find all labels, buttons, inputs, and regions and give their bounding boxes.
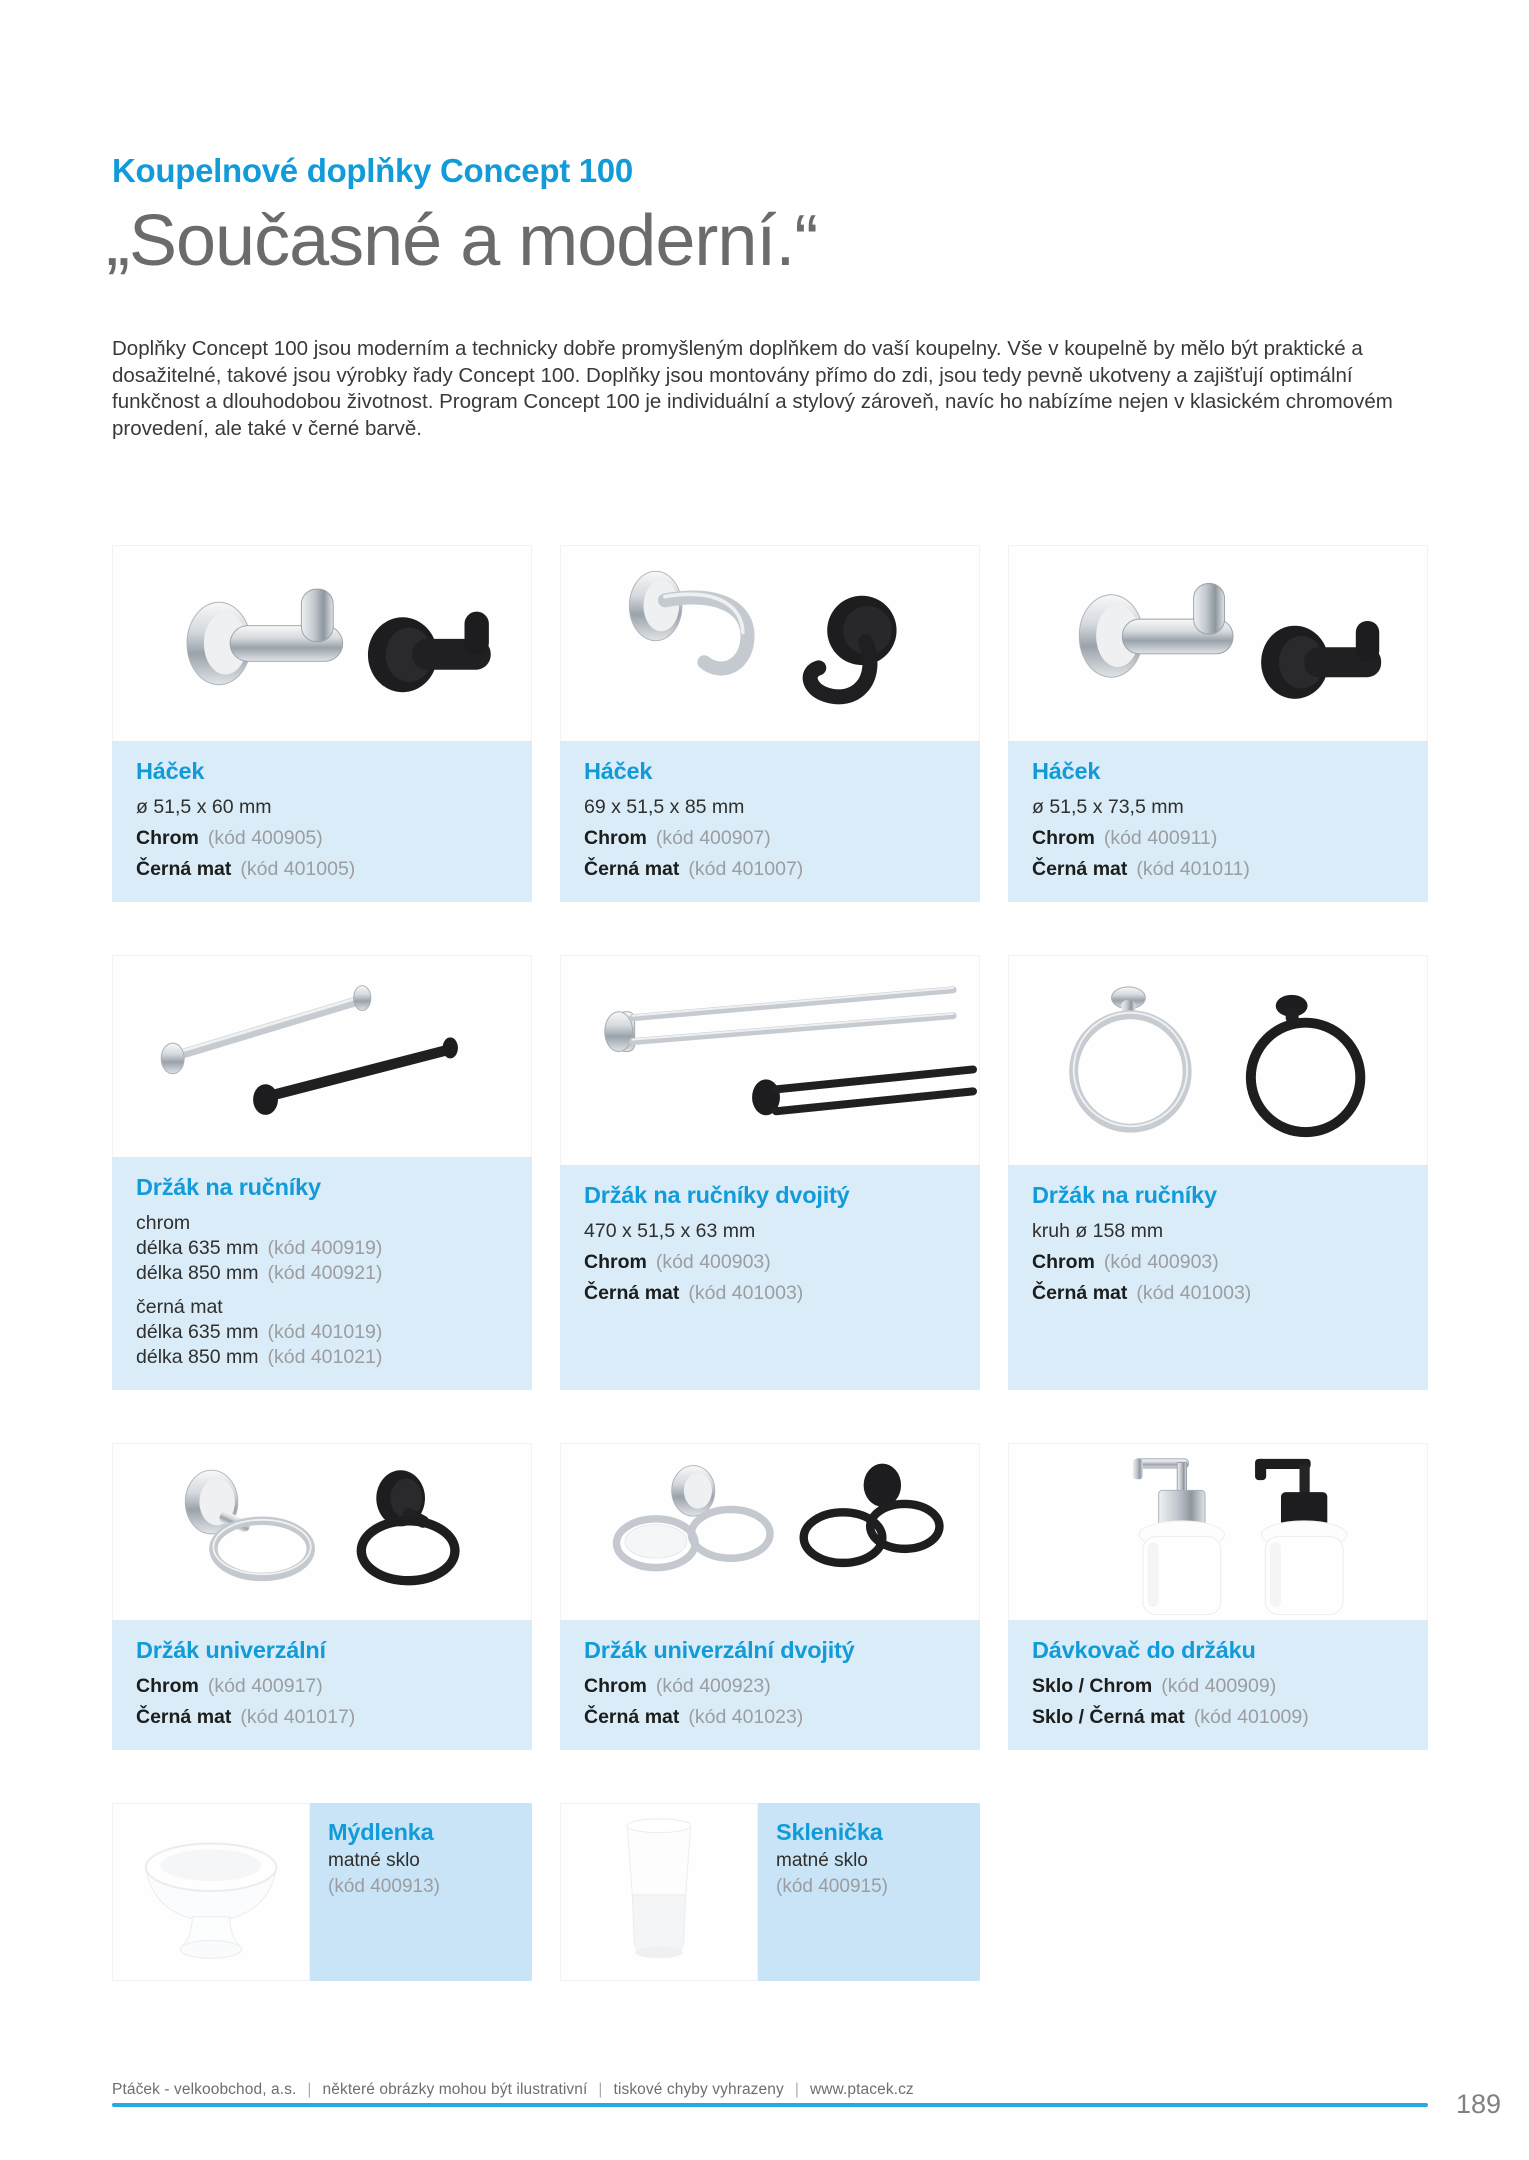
page-number: 189 <box>1455 2089 1501 2119</box>
uni-holder-double-image <box>560 1443 980 1620</box>
product-spec-line <box>584 859 956 880</box>
product-spec-line <box>136 1347 508 1368</box>
chrome-towel-bar <box>161 986 371 1074</box>
product-spec-line <box>1032 1221 1404 1242</box>
spec-text: délka 850 mm <box>136 1262 259 1284</box>
product-code: (kód 401019) <box>267 1321 383 1343</box>
footer-note-errors: tiskové chyby vyhrazeny <box>613 2081 784 2098</box>
product-info <box>1008 741 1428 902</box>
spec-text: délka 635 mm <box>136 1321 259 1343</box>
product-code: (kód 400907) <box>655 827 771 849</box>
product-code: (kód 400915) <box>776 1876 888 1897</box>
spec-variant-label: Chrom <box>136 1675 199 1697</box>
spec-variant-label: Černá mat <box>136 1706 232 1728</box>
product-spec-line <box>136 1238 508 1259</box>
product-spec-line <box>136 1213 508 1234</box>
footer-company: Ptáček - velkoobchod, a.s. <box>112 2081 297 2098</box>
product-code: (kód 401023) <box>688 1706 804 1728</box>
hooks-straight-image <box>112 545 532 741</box>
black-towel-bar <box>253 1037 458 1115</box>
product-card <box>560 1803 980 1981</box>
product-code: (kód 401009) <box>1193 1706 1309 1728</box>
product-title: Držák univerzální dvojitý <box>584 1637 855 1663</box>
product-code: (kód 400921) <box>267 1262 383 1284</box>
product-spec-line <box>1032 828 1404 849</box>
spec-text: délka 850 mm <box>136 1346 259 1368</box>
product-spec-line <box>136 1322 508 1343</box>
spec-variant-label: Černá mat <box>1032 1282 1128 1304</box>
spec-text: chrom <box>136 1212 191 1234</box>
soap-dish-image <box>112 1803 310 1981</box>
spec-text: černá mat <box>136 1296 223 1318</box>
black-double-towel-bar <box>752 1069 973 1115</box>
chrome-double-towel-bar <box>605 988 953 1052</box>
towel-bars-image <box>112 955 532 1157</box>
product-card <box>112 1443 532 1750</box>
spec-text: délka 635 mm <box>136 1237 259 1259</box>
product-info <box>112 741 532 902</box>
product-title: Dávkovač do držáku <box>1032 1637 1256 1663</box>
product-spec-line <box>328 1849 522 1873</box>
spec-variant-label: Chrom <box>1032 1251 1095 1273</box>
product-info <box>560 1620 980 1750</box>
spec-variant-label: Sklo / Chrom <box>1032 1675 1153 1697</box>
footer <box>112 2081 914 2099</box>
dispensers-image <box>1008 1443 1428 1620</box>
product-code: (kód 400909) <box>1161 1675 1277 1697</box>
product-card <box>112 545 532 902</box>
product-spec-line <box>584 1676 956 1697</box>
spec-text: ø 51,5 x 60 mm <box>136 796 272 818</box>
spec-variant-label: Černá mat <box>584 1706 680 1728</box>
product-code: (kód 401003) <box>1136 1282 1252 1304</box>
product-spec-line <box>136 1297 508 1318</box>
product-info <box>560 741 980 902</box>
product-spec-line <box>136 1263 508 1284</box>
spec-text: 470 x 51,5 x 63 mm <box>584 1220 756 1242</box>
product-spec-line <box>584 797 956 818</box>
product-spec-line <box>136 859 508 880</box>
towel-bars-double-image <box>560 955 980 1165</box>
product-title: Háček <box>136 758 205 784</box>
black-towel-ring <box>1251 995 1360 1132</box>
product-spec-line <box>1032 1707 1404 1728</box>
product-spec-line <box>776 1875 970 1899</box>
product-spec-line <box>328 1875 522 1899</box>
frosted-soap-dish <box>146 1844 277 1959</box>
product-spec-line <box>1032 1283 1404 1304</box>
chrome-universal-holder <box>185 1470 310 1577</box>
frosted-glass-cup <box>627 1819 690 1958</box>
chrome-hook <box>629 571 747 668</box>
product-spec-line <box>584 1707 956 1728</box>
product-title: Držák na ručníky dvojitý <box>584 1182 850 1208</box>
spec-variant-label: Černá mat <box>584 858 680 880</box>
product-spec-line <box>1032 797 1404 818</box>
spec-variant-label: Černá mat <box>136 858 232 880</box>
product-title: Držák na ručníky <box>1032 1182 1217 1208</box>
product-title: Háček <box>1032 758 1101 784</box>
product-info <box>1008 1165 1428 1390</box>
product-spec-line <box>1032 859 1404 880</box>
glass-cup-image <box>560 1803 758 1981</box>
product-spec-line <box>136 1676 508 1697</box>
spec-text: ø 51,5 x 73,5 mm <box>1032 796 1184 818</box>
chrome-soap-dispenser <box>1133 1459 1225 1615</box>
product-info <box>310 1803 532 1981</box>
black-double-universal-holder <box>804 1464 940 1563</box>
spec-variant-label: Chrom <box>136 827 199 849</box>
product-spec-line <box>1032 1676 1404 1697</box>
product-code: (kód 400911) <box>1103 827 1218 849</box>
spec-text: matné sklo <box>776 1850 868 1871</box>
product-code: (kód 401003) <box>688 1282 804 1304</box>
footer-rule <box>112 2103 1428 2107</box>
page-title: „Současné a moderní.“ <box>106 201 818 281</box>
product-spec-line <box>584 1283 956 1304</box>
product-info <box>758 1803 980 1981</box>
product-code: (kód 400917) <box>207 1675 323 1697</box>
product-info <box>1008 1620 1428 1750</box>
black-soap-dispenser <box>1255 1459 1347 1615</box>
product-spec-line <box>584 828 956 849</box>
footer-separator: | <box>794 2081 799 2098</box>
product-card <box>1008 545 1428 902</box>
product-card <box>1008 955 1428 1390</box>
spec-variant-label: Chrom <box>1032 827 1095 849</box>
page-kicker: Koupelnové doplňky Concept 100 <box>112 152 633 189</box>
product-code: (kód 401017) <box>240 1706 356 1728</box>
spec-variant-label: Černá mat <box>1032 858 1128 880</box>
product-code: (kód 400913) <box>328 1876 440 1897</box>
spec-variant-label: Chrom <box>584 1675 647 1697</box>
product-info <box>112 1157 532 1390</box>
product-spec-line <box>136 828 508 849</box>
product-title: Držák univerzální <box>136 1637 326 1663</box>
product-info <box>560 1165 980 1390</box>
spec-variant-label: Chrom <box>584 1251 647 1273</box>
product-spec-line <box>584 1221 956 1242</box>
black-hook <box>810 596 896 697</box>
product-card <box>560 955 980 1390</box>
product-code: (kód 401011) <box>1136 858 1250 880</box>
product-code: (kód 400923) <box>655 1675 771 1697</box>
product-title: Háček <box>584 758 653 784</box>
footer-website: www.ptacek.cz <box>809 2081 914 2098</box>
product-spec-line <box>1032 1252 1404 1273</box>
product-card <box>112 1803 532 1981</box>
spec-variant-label: Sklo / Černá mat <box>1032 1706 1185 1728</box>
product-code: (kód 400903) <box>655 1251 771 1273</box>
product-code: (kód 401021) <box>267 1346 383 1368</box>
product-code: (kód 400905) <box>207 827 323 849</box>
product-spec-line <box>776 1849 970 1873</box>
product-grid <box>112 545 1428 1981</box>
hooks-straight-2-image <box>1008 545 1428 741</box>
product-card <box>112 955 532 1390</box>
product-spec-line <box>136 1707 508 1728</box>
product-code: (kód 400919) <box>267 1237 383 1259</box>
spec-variant-label: Chrom <box>584 827 647 849</box>
product-card <box>1008 1443 1428 1750</box>
footer-note-illustrative: některé obrázky mohou být ilustrativní <box>322 2081 588 2098</box>
black-universal-holder <box>361 1470 455 1580</box>
chrome-towel-ring <box>1074 987 1187 1128</box>
uni-holder-image <box>112 1443 532 1620</box>
chrome-hook <box>187 589 343 685</box>
spec-variant-label: Černá mat <box>584 1282 680 1304</box>
product-title: Sklenička <box>776 1819 883 1845</box>
footer-separator: | <box>307 2081 312 2098</box>
product-card <box>560 1443 980 1750</box>
towel-rings-image <box>1008 955 1428 1165</box>
product-card <box>560 545 980 902</box>
product-title: Mýdlenka <box>328 1819 434 1845</box>
spec-text: matné sklo <box>328 1850 420 1871</box>
chrome-hook <box>1079 584 1233 678</box>
hooks-curved-image <box>560 545 980 741</box>
product-code: (kód 401005) <box>240 858 356 880</box>
chrome-double-universal-holder <box>616 1466 770 1568</box>
spec-text: kruh ø 158 mm <box>1032 1220 1164 1242</box>
product-title: Držák na ručníky <box>136 1174 321 1200</box>
footer-separator: | <box>598 2081 603 2098</box>
product-spec-line <box>584 1252 956 1273</box>
product-info <box>112 1620 532 1750</box>
product-spec-line <box>136 797 508 818</box>
intro-paragraph: Doplňky Concept 100 jsou moderním a technicky dobře promyšleným doplňkem do vaší koupelny. Vše v koupelně by mělo být praktické a dosažitelné, takové jsou výrobky řady Concept 100. Doplňky jsou montovány přímo do zdi, jsou tedy pevně ukotveny a zajišťují optimální funkčnost a dlouhodobou životnost. Program Concept 100 je individuální a stylový zároveň, navíc ho nabízíme nejen v klasickém chromovém provedení, ale také v černé barvě. <box>112 337 1393 440</box>
spec-text: 69 x 51,5 x 85 mm <box>584 796 745 818</box>
black-hook <box>368 612 491 693</box>
black-hook <box>1261 621 1381 699</box>
product-code: (kód 400903) <box>1103 1251 1219 1273</box>
product-code: (kód 401007) <box>688 858 804 880</box>
